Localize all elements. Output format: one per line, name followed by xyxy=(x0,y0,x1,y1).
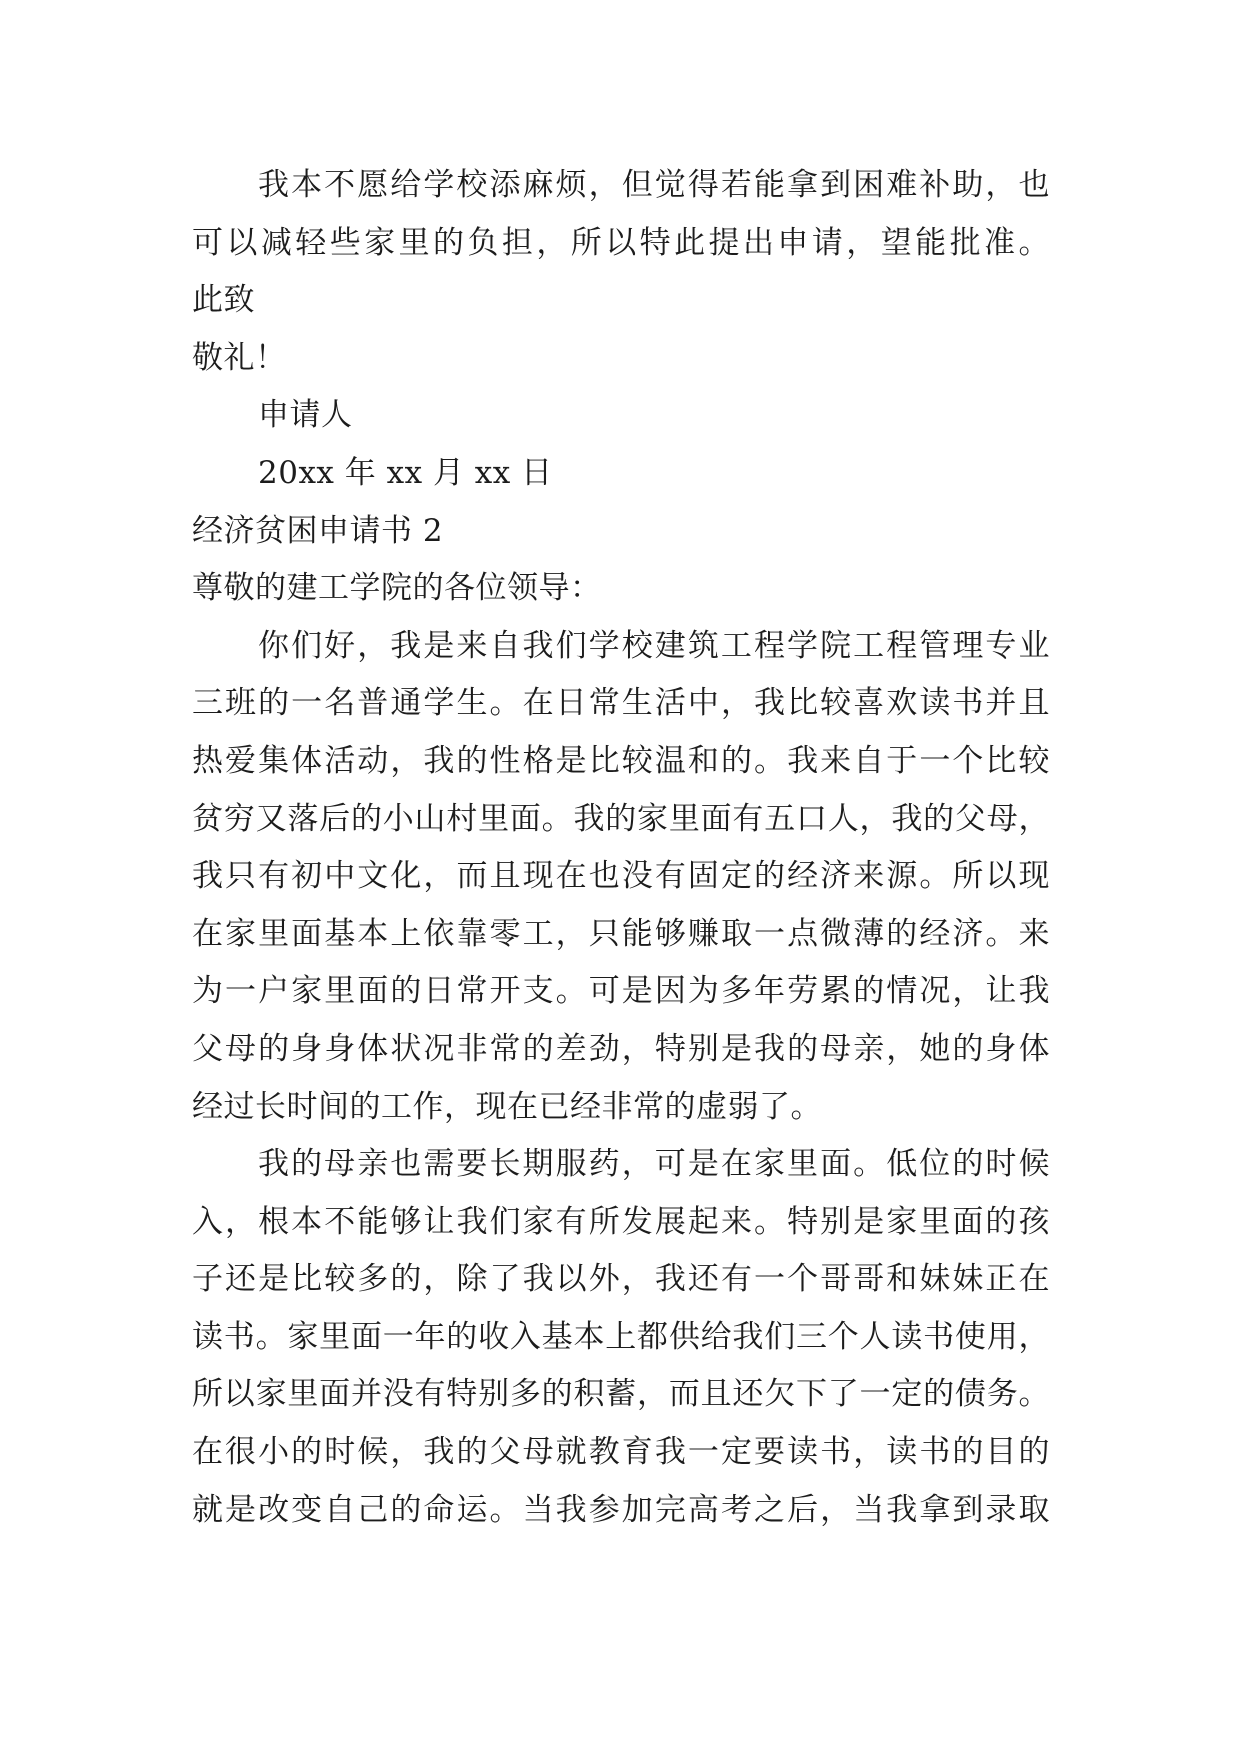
paragraph-2-line-7: 为一户家里面的日常开支。可是因为多年劳累的情况，让我 xyxy=(192,973,1050,1010)
paragraph-3-line-4: 读书。家里面一年的收入基本上都供给我们三个人读书使用， xyxy=(192,1318,1050,1355)
paragraph-1-line-2: 可以减轻些家里的负担，所以特此提出申请，望能批准。 xyxy=(192,224,1050,261)
closing-line-1: 此致 xyxy=(192,282,255,319)
paragraph-2-line-4: 贫穷又落后的小山村里面。我的家里面有五口人，我的父母， xyxy=(192,800,1050,837)
paragraph-3-line-7: 就是改变自己的命运。当我参加完高考之后，当我拿到录取 xyxy=(192,1491,1050,1528)
paragraph-3-line-2: 入，根本不能够让我们家有所发展起来。特别是家里面的孩 xyxy=(192,1203,1050,1240)
salutation: 尊敬的建工学院的各位领导： xyxy=(192,570,602,607)
closing-line-2: 敬礼！ xyxy=(192,339,287,376)
signature-label: 申请人 xyxy=(258,397,353,434)
paragraph-2-line-9: 经过长时间的工作，现在已经非常的虚弱了。 xyxy=(192,1088,822,1125)
section-title: 经济贫困申请书 2 xyxy=(192,512,444,549)
paragraph-2-line-2: 三班的一名普通学生。在日常生活中，我比较喜欢读书并且 xyxy=(192,685,1050,722)
paragraph-3-line-6: 在很小的时候，我的父母就教育我一定要读书，读书的目的 xyxy=(192,1434,1050,1471)
paragraph-1-line-1: 我本不愿给学校添麻烦，但觉得若能拿到困难补助，也 xyxy=(258,167,1050,203)
paragraph-3-line-3: 子还是比较多的，除了我以外，我还有一个哥哥和妹妹正在 xyxy=(192,1261,1050,1298)
paragraph-3-line-5: 所以家里面并没有特别多的积蓄，而且还欠下了一定的债务。 xyxy=(192,1376,1050,1413)
signature-date: 20xx 年 xx 月 xx 日 xyxy=(258,454,553,491)
paragraph-2-line-6: 在家里面基本上依靠零工，只能够赚取一点微薄的经济。来 xyxy=(192,915,1050,952)
paragraph-3-line-1: 我的母亲也需要长期服药，可是在家里面。低位的时候 xyxy=(258,1146,1050,1183)
document-body xyxy=(192,157,1050,1539)
paragraph-2-line-3: 热爱集体活动，我的性格是比较温和的。我来自于一个比较 xyxy=(192,742,1050,779)
paragraph-2-line-8: 父母的身身体状况非常的差劲，特别是我的母亲，她的身体 xyxy=(192,1030,1050,1067)
paragraph-2-line-5: 我只有初中文化，而且现在也没有固定的经济来源。所以现 xyxy=(192,858,1050,895)
paragraph-2-line-1: 你们好，我是来自我们学校建筑工程学院工程管理专业 xyxy=(258,627,1050,664)
